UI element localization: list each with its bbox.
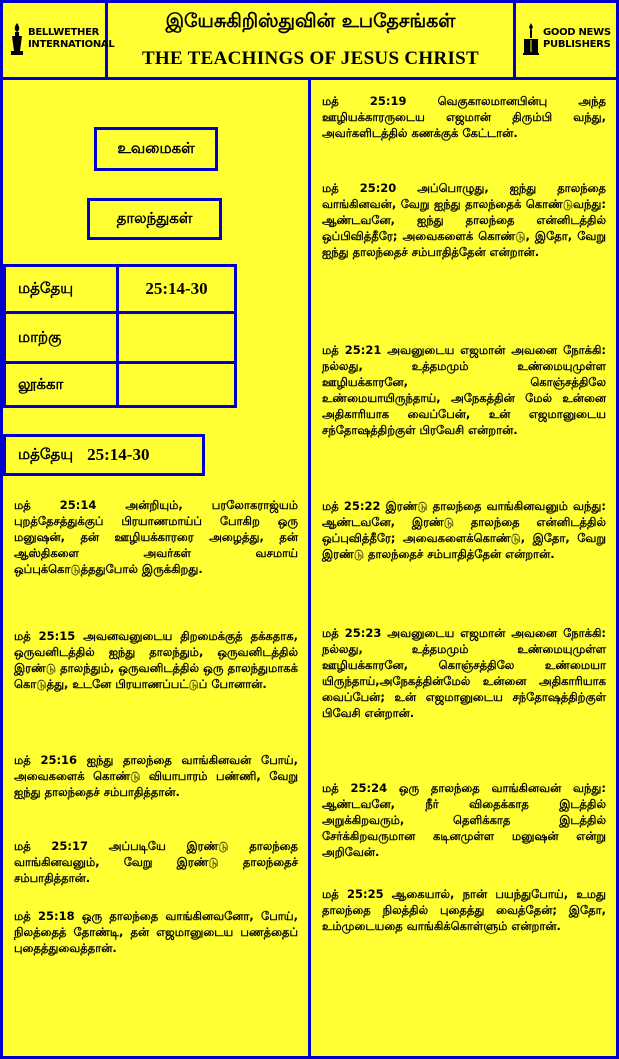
verse-25-20: மத் 25:20 அப்பொழுது, ஐந்து தாலந்தை வாங்கினவன், வேறு ஐந்து தாலந்தைக் கொண்டுவந்து: ஆண்டவனே, ஐந்து தாலந்தை என்னிடத்தில் ஒப்பிவித்தீரே; அவைகளைக் கொண்டு, இதோ, வேறு ஐந்து தாலந்தைச் சம்பாதித்தேன் என்றான். — [322, 181, 606, 259]
left-logo-box — [0, 0, 115, 80]
book-icon — [522, 21, 540, 57]
title-english: THE TEACHINGS OF JESUS CHRIST — [141, 48, 480, 69]
verse-25-23: மத் 25:23 அவனுடைய எஜமான் அவனை நோக்கி: நல்லது, உத்தமமும் உண்மையுமுள்ள ஊழியக்காரனே, கொஞ்சத்திலே உண்மையா யிருந்தாய்,அநேகத்தின்மேல் உன்னை அதிகாரியாக வைப்பேன்; உன் எஜமானுடைய சந்தோஷத்திற்குள் பிவேசி என்றான். — [322, 626, 606, 720]
ref-range-luke — [116, 361, 237, 408]
verse-25-15: மத் 25:15 அவனவனுடைய திறமைக்குத் தக்கதாக, ஒருவனிடத்தில் ஐந்து தாலந்தும், ஒருவனிடத்தில் இரண்டு தாலந்தும், ஒருவனிடத்தில் ஒரு தாலந்துமாகக் கொடுத்து, உடனே பிரயாணப்பட்டுப் போனான். — [14, 629, 298, 691]
ref-book-luke: லூக்கா — [3, 361, 119, 408]
verse-25-25: மத் 25:25 ஆகையால், நான் பயந்துபோய், உமது தாலந்தை நிலத்தில் புதைத்து வைத்தேன்; இதோ, உம்முடையதை வாங்கிக்கொள்ளும் என்றான். — [322, 887, 606, 933]
right-logo-line1: GOOD NEWS — [543, 27, 611, 38]
verse-25-14: மத் 25:14 அன்றியும், பரலோகராஜ்யம் புறத்தேசத்துக்குப் பிரயாணமாய்ப் போகிற ஒரு மனுஷன், தன் ஊழியக்காரரை அழைத்து, தன் ஆஸ்திகளை அவர்கள் வசமாய் ஒப்புக்கொடுத்ததுபோல் இருக்கிறது. — [14, 498, 298, 576]
right-logo-line2: PUBLISHERS — [543, 39, 611, 50]
left-logo-line1: BELLWETHER — [28, 27, 100, 38]
verse-25-19: மத் 25:19 வெகுகாலமானபின்பு அந்த ஊழியக்காரருடைய எஜமான் திரும்பி வந்து, அவர்களிடத்தில் கணக்குக் கேட்டான். — [322, 94, 606, 140]
verse-25-17: மத் 25:17 அப்படியே இரண்டு தாலந்தை வாங்கினவனும், வேறு இரண்டு தாலந்தைச் சம்பாதித்தான். — [14, 839, 298, 885]
ref-range-matthew: 25:14-30 — [116, 264, 237, 314]
right-logo-box — [513, 0, 619, 80]
passage-book: மத்தேயு — [18, 445, 74, 463]
ref-range-mark — [116, 311, 237, 364]
section-heading: உவமைகள் — [94, 127, 218, 171]
title-tamil: இயேசுகிறிஸ்துவின் உபதேசங்கள் — [165, 10, 456, 32]
verse-25-21: மத் 25:21 அவனுடைய எஜமான் அவனை நோக்கி: நல்லது, உத்தமமும் உண்மையுமுள்ள ஊழியக்காரனே, கொஞ்சத்திலே உண்மையாயிருந்தாய், அநேகத்தின் மேல் உன்னை அதிகாரியாக வைப்பேன், உன் எஜமானுடைய சந்தோஷத்திற்குள் பிரவேசி என்றான். — [322, 343, 606, 437]
ref-book-matthew: மத்தேயு — [3, 264, 119, 314]
verse-25-16: மத் 25:16 ஐந்து தாலந்தை வாங்கினவன் போய், அவைகளைக் கொண்டு வியாபாரம் பண்ணி, வேறு ஐந்து தாலந்தைச் சம்பாதித்தான். — [14, 753, 298, 799]
verse-25-24: மத் 25:24 ஒரு தாலந்தை வாங்கினவன் வந்து: ஆண்டவனே, நீர் விதைக்காத இடத்தில் அறுக்கிறவரும், தெளிக்காத இடத்தில் சேர்க்கிறவருமான கடினமுள்ள மனுஷன் என்று அறிவேன். — [322, 781, 606, 859]
ref-book-mark: மாற்கு — [3, 311, 119, 364]
verse-25-22: மத் 25:22 இரண்டு தாலந்தை வாங்கினவனும் வந்து: ஆண்டவனே, இரண்டு தாலந்தை என்னிடத்தில் ஒப்புவித்தீரே; அவைகளைக்கொண்டு, இதோ, வேறு இரண்டு தாலந்தைச் சம்பாதித்தேன் என்றான். — [322, 499, 606, 561]
left-logo-line2: INTERNATIONAL — [28, 39, 115, 50]
passage-label — [3, 434, 205, 476]
verse-25-18: மத் 25:18 ஒரு தாலந்தை வாங்கினவனோ, போய், நிலத்தைத் தோண்டி, தன் எஜமானுடைய பணத்தைப் புதைத்துவைத்தான். — [14, 909, 298, 955]
lamp-icon — [9, 21, 25, 57]
section-subheading: தாலந்துகள் — [87, 198, 222, 240]
passage-ref: 25:14-30 — [87, 445, 150, 464]
